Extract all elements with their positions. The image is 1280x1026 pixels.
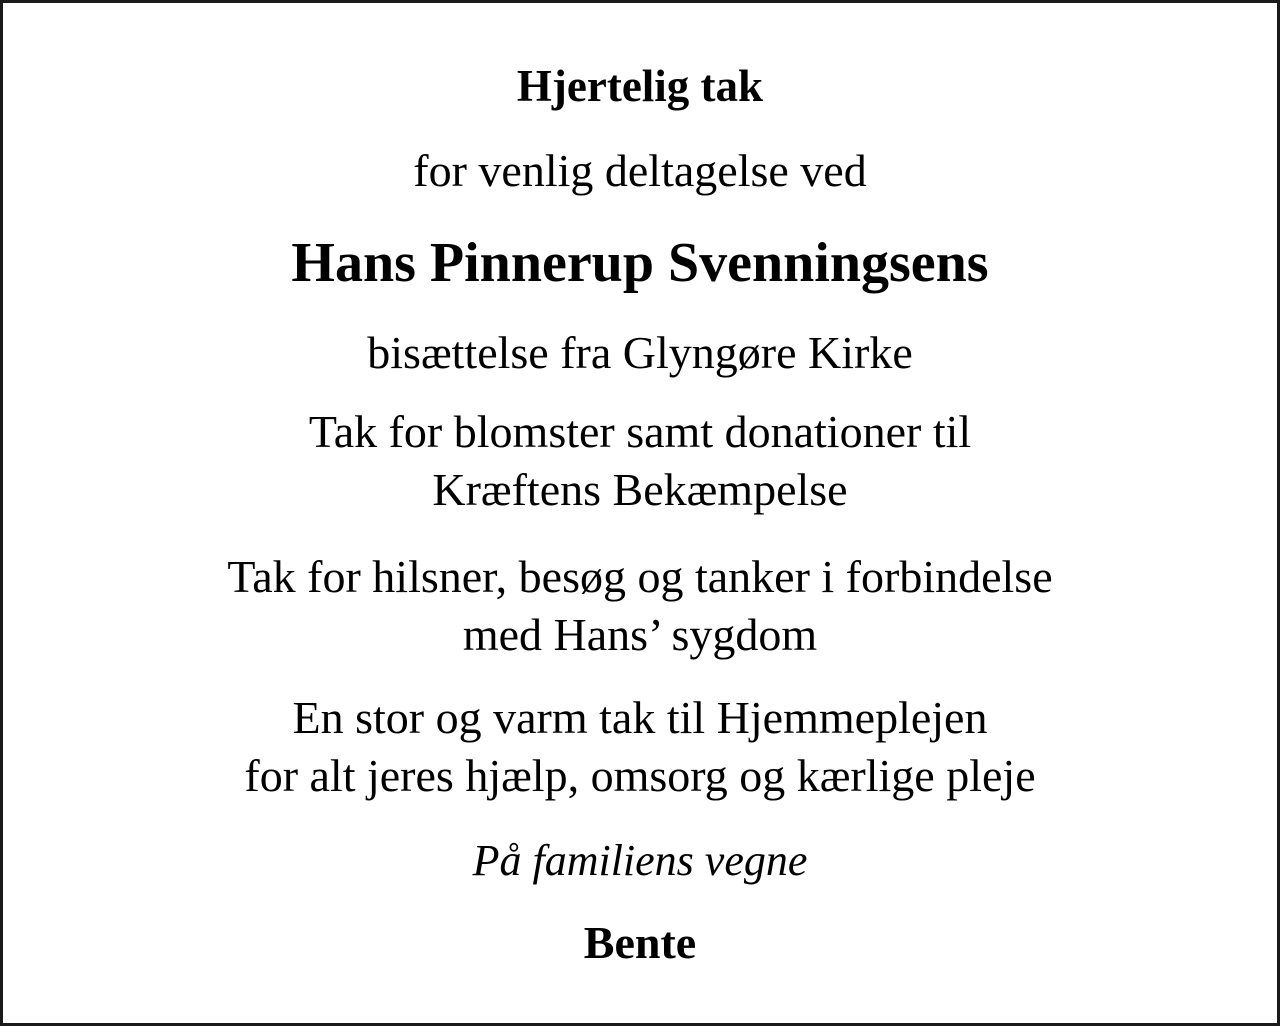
deceased-name: Hans Pinnerup Svenningsens: [291, 232, 989, 294]
flowers-line-1: Tak for blomster samt donationer til: [308, 406, 972, 457]
homecare-line-1: En stor og varm tak til Hjemmeplejen: [292, 692, 988, 743]
homecare-line-2: for alt jeres hjælp, omsorg og kærlige pleje: [244, 750, 1036, 801]
greetings-paragraph: [3, 548, 1277, 664]
greetings-line-1: Tak for hilsner, besøg og tanker i forbindelse: [227, 551, 1053, 602]
flowers-line-2: Kræftens Bekæmpelse: [432, 464, 848, 515]
greetings-line-2: med Hans’ sygdom: [462, 609, 818, 660]
intro-text: for venlig deltagelse ved: [413, 145, 867, 196]
homecare-paragraph: [3, 689, 1277, 805]
signer-name: Bente: [583, 917, 697, 968]
notice-heading: Hjertelig tak: [516, 61, 764, 111]
flowers-paragraph: [3, 403, 1277, 519]
funeral-text: bisættelse fra Glyngøre Kirke: [367, 327, 913, 378]
on-behalf-text: På familiens vegne: [472, 836, 808, 885]
